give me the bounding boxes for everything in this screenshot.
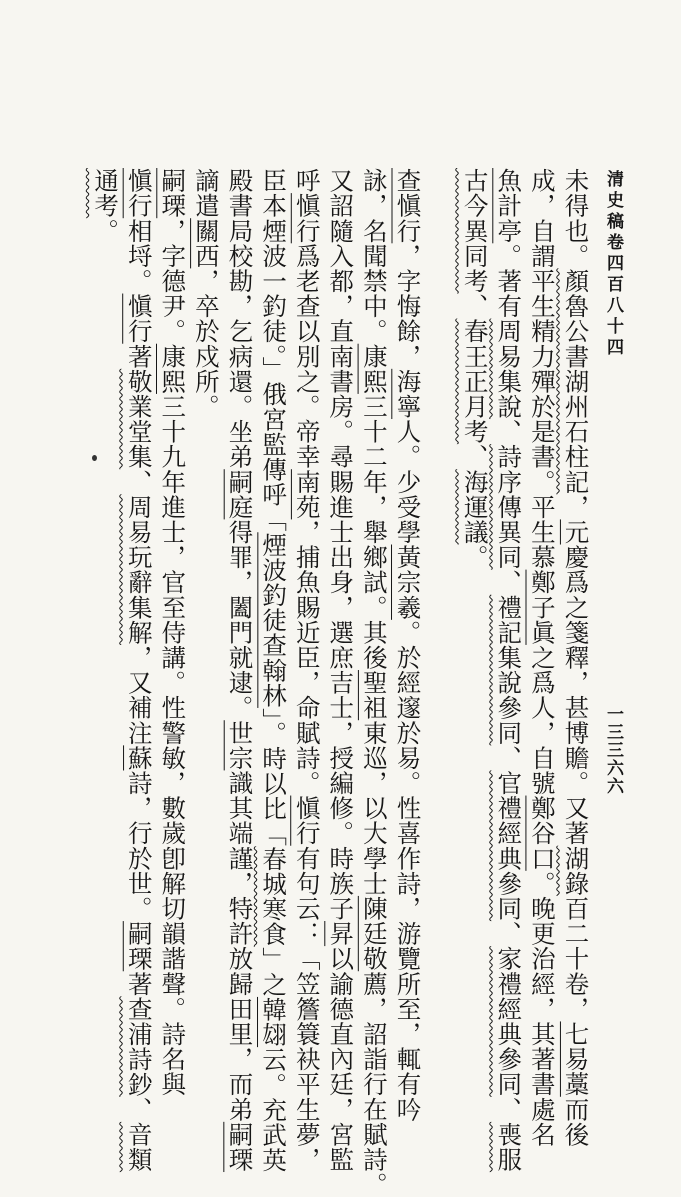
text-column [359,168,389,1197]
text-run: 、 [494,569,524,595]
text-run: 未得也。 [561,168,591,269]
text-run: 云。充武英 [259,1047,289,1173]
book-title-mark: 敬業堂集 [124,368,154,470]
text-run: 之爲人，自號 [527,644,557,796]
text-run: 、 [494,921,524,947]
book-title-mark: 湖錄 [561,845,591,896]
text-run: 相埒。 [124,218,154,294]
book-title-mark: 顏魯公書湖州石柱記 [561,268,591,495]
text-column [494,168,524,1173]
text-run: ，又補注 [124,644,154,746]
text-run: 」之 [259,946,289,997]
book-title-mark: 通考 [91,168,121,219]
book-title-mark: 音類 [124,1121,154,1173]
text-run: 又詔隨入都，直南書房。尋賜進士出身，選庶吉士，授編修。時族子 [326,168,356,921]
book-title-mark: 古今異同考 [460,168,490,294]
text-column [292,168,322,1173]
proper-noun-mark: 鄭子眞 [527,569,557,645]
book-title-mark: 喪服 [494,1121,524,1173]
text-run: ，字德尹。 [158,218,188,344]
text-run: 殿書局校勘，乞病還。坐弟 [225,168,255,470]
text-run: 有句云：「笠簷簑袂平生夢， [292,845,322,1173]
text-run: 」。時以比「 [259,707,289,847]
proper-noun-mark: 七易藁 [561,1021,591,1097]
text-run: 以諭德直內廷，宮監 [326,946,356,1173]
text-run: 。 [460,544,490,570]
proper-noun-mark: 康熙 [158,343,188,394]
text-run: 三十二年，舉鄉試。其後 [359,393,389,671]
proper-noun-mark: 昇 [326,921,356,947]
proper-noun-mark: 韓翃 [259,996,289,1048]
ink-speck [92,455,97,461]
text-run: 、 [460,444,490,470]
text-run: 百二十卷， [561,895,591,1022]
text-run: 。著有 [494,243,524,319]
text-run: ，捕魚賜近臣，命賦詩。 [292,519,322,796]
text-column [561,168,591,1147]
proper-noun-mark: 嗣瑮 [124,921,154,972]
text-run: ，字悔餘， [393,243,423,369]
book-title-mark: 查浦詩鈔 [124,996,154,1097]
proper-noun-mark: 陳廷敬 [359,895,389,972]
text-run: 識其端謹，特許放歸田里，而弟 [225,770,255,1122]
running-title: 清史稿卷四百八十四 [603,170,623,359]
proper-noun-mark: 嗣庭 [225,469,255,520]
text-run: 。 [91,218,121,244]
text-run: 薦，詔詣行在賦詩。 [359,971,389,1197]
text-column [91,168,121,963]
page-number: 一三三六六 [603,705,623,795]
text-run: 謫遣 [191,168,221,219]
proper-noun-mark: 鄭谷口 [527,795,557,871]
text-run: 。晚更治經，其著書處名 [527,870,557,1147]
proper-noun-mark: 聖祖 [359,670,389,721]
text-run: 、 [124,469,154,495]
text-run: 詩，行於世。 [124,770,154,922]
book-title-mark: 官禮經典參同 [494,770,524,922]
proper-noun-mark: 嗣瑮 [225,1121,255,1173]
text-column [158,168,188,1097]
book-title-mark: 海運議 [460,469,490,545]
text-run: 呼 [292,168,322,194]
proper-noun-mark: 海寧 [393,368,423,420]
proper-noun-mark: 愼行 [292,795,322,846]
text-run: 、 [494,1096,524,1122]
text-run: 著 [124,343,154,369]
text-run: 臣本煙波一釣徒。」俄宮監傳呼「 [259,168,289,533]
proper-noun-mark: 愼行 [124,168,154,219]
text-column [393,168,423,1122]
text-run: 、 [460,293,490,319]
text-column [225,168,255,1173]
text-run: ，卒於戍所。 [191,268,221,420]
proper-noun-mark: 蘇 [124,745,154,771]
proper-noun-mark: 關西 [191,218,221,269]
text-column [191,168,221,963]
book-title-mark: 周易集說 [494,318,524,420]
proper-noun-mark: 愼行 [292,193,322,244]
text-column [527,168,557,1147]
text-run: 成，自謂平生精力殫於是書。平生慕 [527,168,557,570]
proper-noun-mark: 世宗 [225,720,255,771]
text-run: 詠，名聞禁中。 [359,168,389,344]
text-run: 爲老查以別之。帝幸 [292,243,322,470]
proper-noun-mark: 元 [561,519,591,545]
book-title-mark: 春城寒食 [259,846,289,947]
proper-noun-mark: 南苑 [292,469,322,520]
proper-noun-mark: 煙波釣徒查翰林 [259,532,289,708]
proper-noun-mark: 嗣瑮 [158,168,188,219]
book-title-mark: 周易玩辭集解 [124,494,154,645]
text-run: 慶爲之箋釋，甚博贍。又著 [561,544,591,846]
proper-noun-mark: 康熙 [359,343,389,394]
proper-noun-mark: 查愼行 [393,168,423,244]
text-run: 、 [494,745,524,771]
text-run: 著 [124,971,154,997]
text-run: 三十九年進士，官至侍講。性警敏，數歲卽解切韻諧聲。詩名與 [158,393,188,1097]
text-run: 東巡，以大學士 [359,720,389,896]
book-title-mark: 詩序傳異同 [494,444,524,570]
proper-noun-mark: 魚計亭 [494,168,524,244]
text-run: 、 [124,1096,154,1122]
book-title-mark: 春王正月考 [460,318,490,445]
text-run: 。於經邃於易。性喜作詩，游覽所至，輒有吟 [393,619,423,1122]
text-column [326,168,356,1173]
text-column [259,168,289,1173]
book-title-mark: 家禮經典參同 [494,946,524,1097]
proper-noun-mark: 愼行 [124,293,154,344]
book-title-mark: 禮記集說參同 [494,594,524,746]
proper-noun-mark: 黃宗羲 [393,544,423,620]
text-run: ， [561,494,591,520]
text-column [124,168,154,1173]
text-run: 而後 [561,1096,591,1147]
text-run: 人。少受學 [393,419,423,545]
text-run: 得罪，闔門就逮。 [225,519,255,721]
text-run: 、 [494,419,524,445]
text-column [460,168,490,963]
